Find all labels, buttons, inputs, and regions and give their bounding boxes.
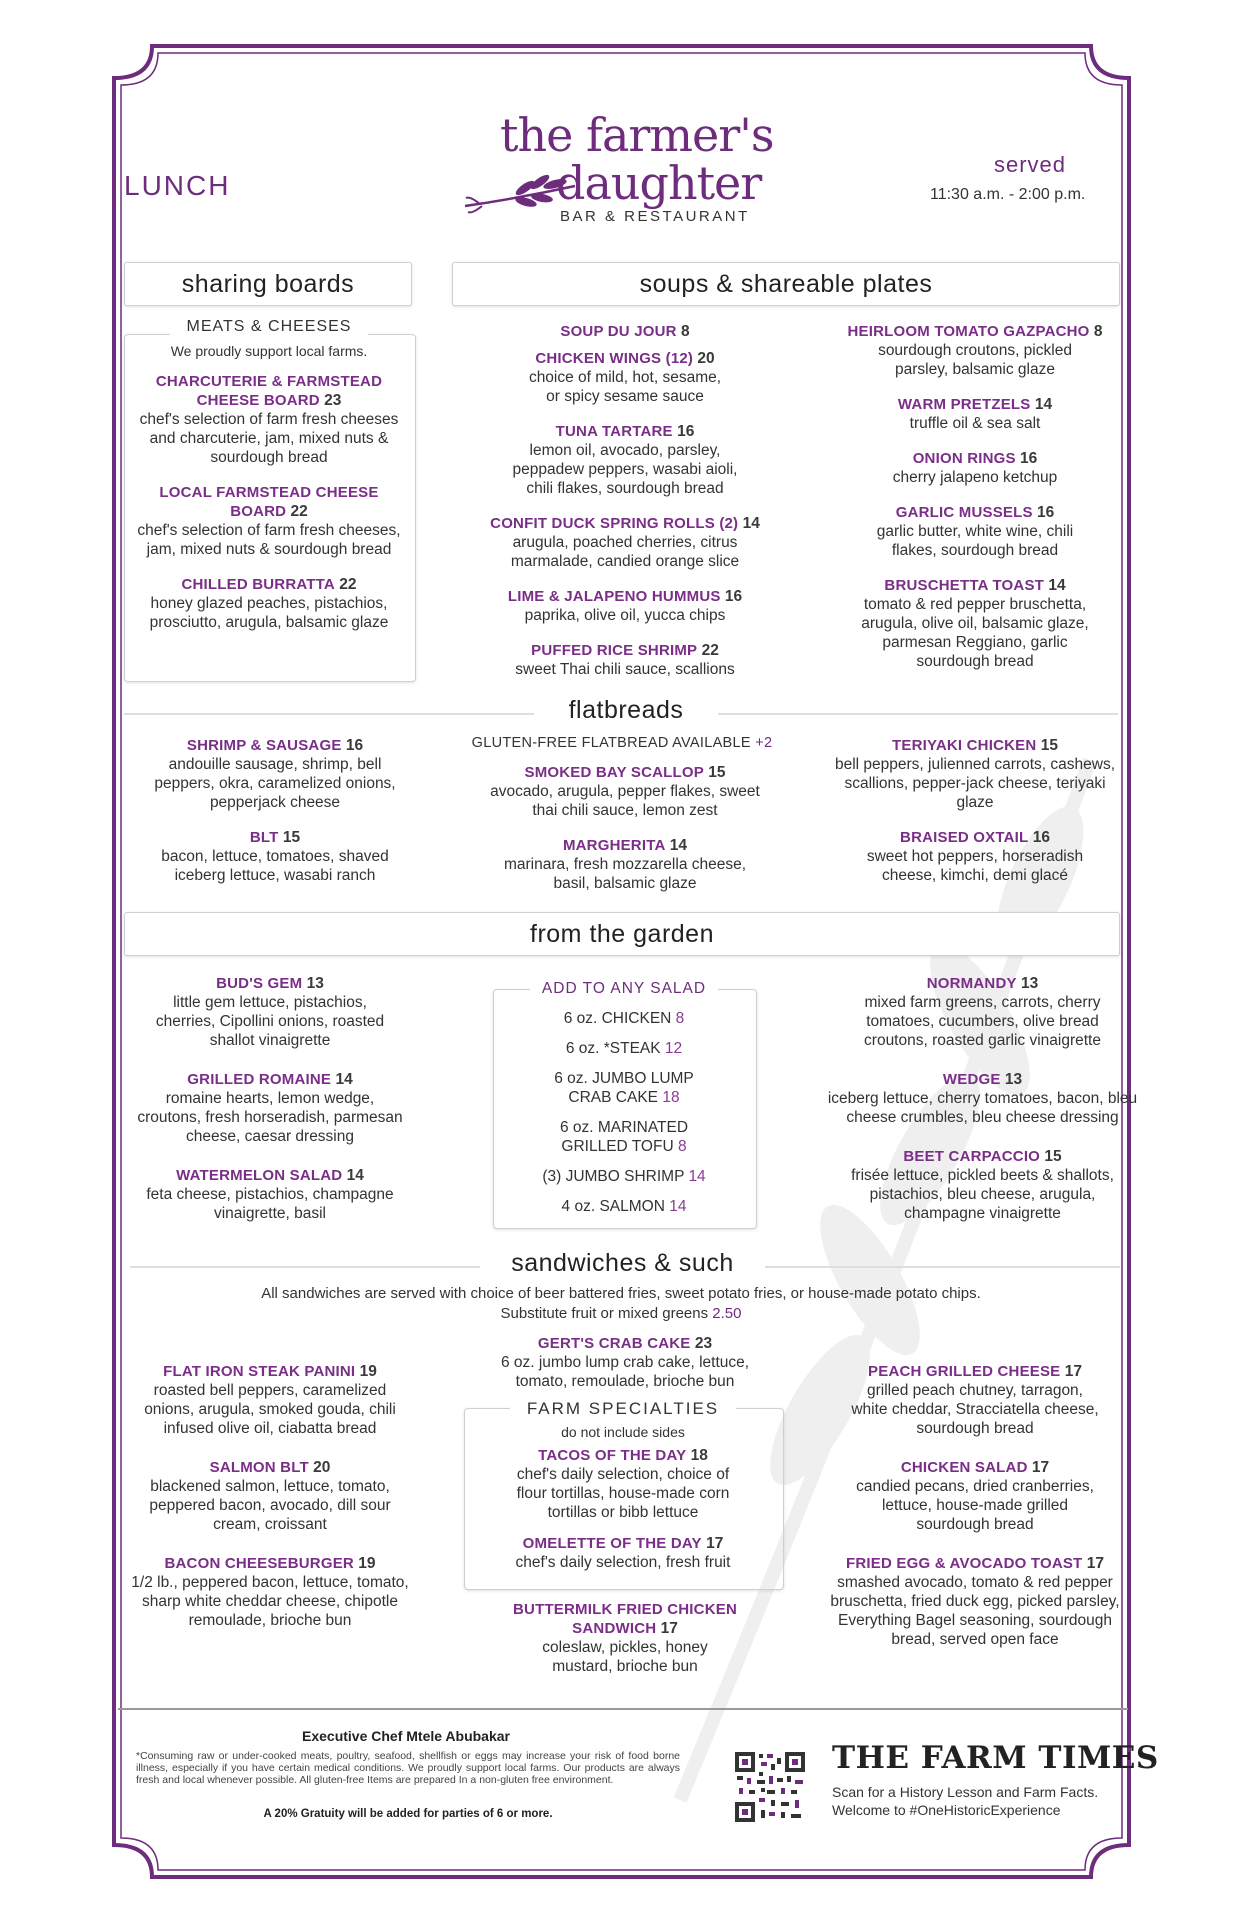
item-name: ONION RINGS bbox=[912, 450, 1016, 467]
item-description: sourdough croutons, pickled parsley, balsamic glaze bbox=[878, 342, 1072, 378]
farm-times-line-2: Welcome to #OneHistoricExperience bbox=[832, 1802, 1061, 1818]
farm-specialties-title: FARM SPECIALTIES bbox=[510, 1399, 736, 1419]
item-price: 16 bbox=[1020, 450, 1038, 467]
item-description: truffle oil & sea salt bbox=[909, 415, 1041, 432]
item-name: BUTTERMILK FRIED CHICKEN SANDWICH bbox=[513, 1601, 737, 1637]
flatbreads-rule-left bbox=[124, 713, 534, 715]
sandwiches-middle-top bbox=[470, 1334, 780, 1407]
menu-item bbox=[134, 483, 404, 559]
item-price: 17 bbox=[1064, 1363, 1082, 1380]
logo-line-1: the farmer's bbox=[500, 108, 774, 162]
menu-item bbox=[825, 1362, 1125, 1438]
menu-item bbox=[130, 736, 420, 812]
item-description: bell peppers, julienned carrots, cashews, scallions, pepper-jack cheese, teriyaki glaze bbox=[834, 756, 1115, 811]
menu-item bbox=[470, 322, 780, 341]
item-name: SMOKED BAY SCALLOP bbox=[524, 764, 704, 781]
item-name: OMELETTE OF THE DAY bbox=[522, 1535, 702, 1552]
item-name: BRAISED OXTAIL bbox=[900, 829, 1029, 846]
item-name: WARM PRETZELS bbox=[897, 396, 1031, 413]
footer-divider bbox=[118, 1708, 1128, 1710]
item-price: 17 bbox=[1086, 1555, 1104, 1572]
addon-item: 6 oz. MARINATED GRILLED TOFU 8 bbox=[559, 1119, 689, 1155]
menu-item bbox=[825, 736, 1125, 812]
addon-item: 4 oz. SALMON 14 bbox=[561, 1198, 687, 1215]
gratuity-note: A 20% Gratuity will be added for parties of 6 or more. bbox=[263, 1808, 553, 1820]
flatbreads-right-column bbox=[825, 736, 1125, 901]
menu-item bbox=[825, 322, 1125, 379]
item-description: little gem lettuce, pistachios, cherries, Cipollini onions, roasted shallot vinaigrette bbox=[155, 994, 385, 1049]
sandwiches-right-column bbox=[825, 1362, 1125, 1665]
item-price: 20 bbox=[313, 1459, 331, 1476]
item-description: mixed farm greens, carrots, cherry tomatoes, cucumbers, olive bread croutons, roasted garlic vinaigrette bbox=[864, 994, 1101, 1049]
item-price: 15 bbox=[708, 764, 726, 781]
item-price: 14 bbox=[742, 515, 760, 532]
item-price: 8 bbox=[675, 1010, 685, 1027]
item-description: iceberg lettuce, cherry tomatoes, bacon, bleu cheese crumbles, bleu cheese dressing bbox=[827, 1090, 1138, 1126]
garden-right-column bbox=[805, 974, 1160, 1239]
sharing-boards-title: sharing boards bbox=[124, 262, 412, 306]
item-price: 15 bbox=[282, 829, 301, 846]
item-name: LOCAL FARMSTEAD CHEESE BOARD bbox=[159, 484, 379, 520]
menu-item bbox=[805, 1070, 1160, 1127]
item-name: LIME & JALAPENO HUMMUS bbox=[507, 588, 721, 605]
flatbreads-title: flatbreads bbox=[568, 696, 684, 724]
item-name: MARGHERITA bbox=[562, 837, 666, 854]
sides-note: All sandwiches are served with choice of beer battered fries, sweet potato fries, or house-made potato chips. bbox=[261, 1285, 981, 1302]
item-price: 15 bbox=[1040, 737, 1058, 754]
soups-left-column bbox=[470, 322, 780, 695]
menu-item bbox=[125, 974, 415, 1050]
menu-item bbox=[470, 349, 780, 406]
addon-item: 6 oz. JUMBO LUMP CRAB CAKE 18 bbox=[554, 1070, 694, 1106]
item-description: arugula, poached cherries, citrus marmalade, candied orange slice bbox=[510, 534, 740, 570]
menu-item bbox=[470, 641, 780, 679]
served-hours: 11:30 a.m. - 2:00 p.m. bbox=[930, 186, 1086, 203]
item-price: 15 bbox=[1044, 1148, 1062, 1165]
farm-specialties-list bbox=[474, 1446, 772, 1588]
item-price: 13 bbox=[1021, 975, 1039, 992]
item-price: 14 bbox=[688, 1168, 706, 1185]
item-name: WEDGE bbox=[942, 1071, 1001, 1088]
item-name: BUD'S GEM bbox=[216, 975, 303, 992]
item-price: 13 bbox=[1004, 1071, 1023, 1088]
item-name: SOUP DU JOUR bbox=[560, 323, 677, 340]
item-price: 14 bbox=[669, 837, 688, 854]
menu-item bbox=[134, 372, 404, 467]
item-description: chef's daily selection, choice of flour tortillas, house-made corn tortillas or bibb lettuce bbox=[516, 1466, 730, 1521]
item-description: tomato & red pepper bruschetta, arugula, olive oil, balsamic glaze, parmesan Reggiano, garlic sourdough bread bbox=[861, 596, 1089, 670]
addon-item: 6 oz. CHICKEN 8 bbox=[563, 1010, 685, 1027]
served-label: served bbox=[993, 152, 1067, 177]
item-price: 20 bbox=[697, 350, 715, 367]
logo-line-2: daughter bbox=[556, 156, 762, 210]
addon-item: (3) JUMBO SHRIMP 14 bbox=[542, 1168, 706, 1185]
item-description: romaine hearts, lemon wedge, croutons, fresh horseradish, parmesan cheese, caesar dressing bbox=[137, 1090, 403, 1145]
item-description: grilled peach chutney, tarragon, white cheddar, Stracciatella cheese, sourdough bread bbox=[851, 1382, 1099, 1437]
item-description: feta cheese, pistachios, champagne vinaigrette, basil bbox=[146, 1186, 394, 1222]
item-price: 22 bbox=[290, 503, 308, 520]
menu-item bbox=[470, 763, 780, 820]
item-name: FLAT IRON STEAK PANINI bbox=[163, 1363, 356, 1380]
logo bbox=[440, 108, 800, 228]
gluten-free-note: GLUTEN-FREE FLATBREAD AVAILABLE +2 bbox=[471, 735, 773, 751]
menu-item bbox=[805, 1147, 1160, 1223]
local-farms-note: We proudly support local farms. bbox=[170, 343, 368, 359]
item-name: GRILLED ROMAINE bbox=[187, 1071, 332, 1088]
menu-item bbox=[125, 1362, 415, 1438]
addon-item: 6 oz. *STEAK 12 bbox=[565, 1040, 683, 1057]
item-description: cherry jalapeno ketchup bbox=[892, 469, 1058, 486]
item-price: 23 bbox=[324, 392, 342, 409]
item-price: 8 bbox=[1093, 323, 1103, 340]
menu-item bbox=[470, 836, 780, 893]
meats-cheeses-title: MEATS & CHEESES bbox=[170, 318, 368, 336]
garden-title: from the garden bbox=[124, 912, 1120, 956]
item-name: BEET CARPACCIO bbox=[903, 1148, 1041, 1165]
item-price: 22 bbox=[701, 642, 719, 659]
item-description: chef's selection of farm fresh cheeses and charcuterie, jam, mixed nuts & sourdough bread bbox=[139, 411, 399, 466]
item-price: 17 bbox=[660, 1620, 678, 1637]
menu-item bbox=[825, 449, 1125, 487]
item-name: GARLIC MUSSELS bbox=[895, 504, 1033, 521]
item-name: WATERMELON SALAD bbox=[176, 1167, 343, 1184]
item-price: 22 bbox=[339, 576, 357, 593]
item-description: garlic butter, white wine, chili flakes, sourdough bread bbox=[876, 523, 1074, 559]
sandwiches-rule-left bbox=[130, 1266, 480, 1268]
item-description: 1/2 lb., peppered bacon, lettuce, tomato, sharp white cheddar cheese, chipotle remoulade, brioche bun bbox=[131, 1574, 409, 1629]
item-price: 14 bbox=[335, 1071, 353, 1088]
menu-item bbox=[130, 828, 420, 885]
item-description: marinara, fresh mozzarella cheese, basil, balsamic glaze bbox=[503, 856, 747, 892]
soups-title: soups & shareable plates bbox=[452, 262, 1120, 306]
meal-title: LUNCH bbox=[124, 170, 231, 201]
item-name: TERIYAKI CHICKEN bbox=[892, 737, 1037, 754]
item-name: BACON CHEESEBURGER bbox=[164, 1555, 354, 1572]
item-description: lemon oil, avocado, parsley, peppadew peppers, wasabi aioli, chili flakes, sourdough bread bbox=[512, 442, 738, 497]
menu-item bbox=[825, 395, 1125, 433]
logo-subtitle: BAR & RESTAURANT bbox=[560, 208, 750, 225]
item-price: 17 bbox=[1031, 1459, 1050, 1476]
sandwiches-middle-bottom bbox=[470, 1600, 780, 1692]
item-name: CONFIT DUCK SPRING ROLLS (2) bbox=[490, 515, 739, 532]
item-price: 8 bbox=[677, 1138, 687, 1155]
item-description: blackened salmon, lettuce, tomato, peppered bacon, avocado, dill sour cream, croissant bbox=[149, 1478, 391, 1533]
item-price: 8 bbox=[681, 323, 690, 340]
sandwiches-rule-right bbox=[765, 1266, 1120, 1268]
item-price: 18 bbox=[690, 1447, 708, 1464]
menu-item bbox=[825, 1458, 1125, 1534]
item-name: GERT'S CRAB CAKE bbox=[537, 1335, 691, 1352]
menu-item bbox=[474, 1446, 772, 1522]
item-name: PUFFED RICE SHRIMP bbox=[531, 642, 698, 659]
item-description: coleslaw, pickles, honey mustard, brioche bun bbox=[542, 1639, 708, 1675]
menu-item bbox=[825, 1554, 1125, 1649]
menu-item bbox=[470, 1600, 780, 1676]
item-price: 16 bbox=[677, 423, 695, 440]
menu-item bbox=[134, 575, 404, 632]
menu-item bbox=[470, 587, 780, 625]
item-price: 16 bbox=[1032, 829, 1050, 846]
farm-specialties-note: do not include sides bbox=[561, 1424, 685, 1440]
item-price: 23 bbox=[694, 1335, 713, 1352]
menu-item bbox=[125, 1458, 415, 1534]
add-to-salad-title: ADD TO ANY SALAD bbox=[530, 980, 718, 998]
item-description: frisée lettuce, pickled beets & shallots, pistachios, bleu cheese, arugula, champagne vinaigrette bbox=[851, 1167, 1114, 1222]
sandwiches-left-column bbox=[125, 1362, 415, 1646]
menu-item bbox=[125, 1554, 415, 1630]
add-to-salad-list bbox=[513, 1009, 735, 1227]
item-name: BRUSCHETTA TOAST bbox=[884, 577, 1045, 594]
item-name: BLT bbox=[249, 829, 279, 846]
item-price: 18 bbox=[662, 1089, 680, 1106]
item-price: 17 bbox=[706, 1535, 724, 1552]
item-name: TUNA TARTARE bbox=[555, 423, 673, 440]
menu-item bbox=[125, 1070, 415, 1146]
item-description: sweet hot peppers, horseradish cheese, kimchi, demi glacé bbox=[866, 848, 1084, 884]
sandwiches-title: sandwiches & such bbox=[511, 1249, 734, 1277]
flatbreads-middle-column bbox=[470, 763, 780, 909]
menu-item bbox=[470, 422, 780, 498]
menu-item bbox=[825, 503, 1125, 560]
item-description: chef's daily selection, fresh fruit bbox=[515, 1554, 731, 1571]
soups-right-column bbox=[825, 322, 1125, 687]
item-name: CHICKEN WINGS (12) bbox=[535, 350, 694, 367]
item-price: 14 bbox=[1048, 577, 1066, 594]
farm-times-title: THE FARM TIMES bbox=[832, 1740, 1159, 1776]
executive-chef: Executive Chef Mtele Abubakar bbox=[302, 1728, 510, 1744]
sharing-items bbox=[134, 372, 404, 648]
item-name: CHARCUTERIE & FARMSTEAD CHEESE BOARD bbox=[155, 373, 383, 409]
flatbreads-left-column bbox=[130, 736, 420, 901]
item-name: FRIED EGG & AVOCADO TOAST bbox=[846, 1555, 1083, 1572]
item-price: 16 bbox=[345, 737, 364, 754]
item-name: HEIRLOOM TOMATO GAZPACHO bbox=[847, 323, 1090, 340]
item-price: 14 bbox=[1034, 396, 1053, 413]
item-name: NORMANDY bbox=[926, 975, 1017, 992]
item-description: avocado, arugula, pepper flakes, sweet thai chili sauce, lemon zest bbox=[490, 783, 760, 819]
menu-item bbox=[474, 1534, 772, 1572]
item-name: SALMON BLT bbox=[209, 1459, 309, 1476]
item-price: 13 bbox=[306, 975, 324, 992]
item-description: smashed avocado, tomato & red pepper bruschetta, fried duck egg, picked parsley, Everything Bagel seasoning, sourdough bread, served open face bbox=[830, 1574, 1120, 1648]
menu-item bbox=[470, 1334, 780, 1391]
item-price: 12 bbox=[664, 1040, 683, 1057]
item-description: roasted bell peppers, caramelized onions, arugula, smoked gouda, chili infused olive oil, ciabatta bread bbox=[144, 1382, 396, 1437]
item-description: paprika, olive oil, yucca chips bbox=[524, 607, 726, 624]
flatbreads-rule-right bbox=[718, 713, 1118, 715]
item-description: 6 oz. jumbo lump crab cake, lettuce, tomato, remoulade, brioche bun bbox=[500, 1354, 750, 1390]
menu-item bbox=[825, 576, 1125, 671]
item-price: 16 bbox=[1037, 504, 1055, 521]
menu-item bbox=[825, 828, 1125, 885]
farm-times-line-1: Scan for a History Lesson and Farm Facts. bbox=[832, 1784, 1099, 1800]
garden-left-column bbox=[125, 974, 415, 1239]
item-name: CHILLED BURRATTA bbox=[181, 576, 335, 593]
qr-code-icon[interactable] bbox=[735, 1752, 805, 1822]
item-price: 19 bbox=[358, 1555, 376, 1572]
item-price: 14 bbox=[669, 1198, 687, 1215]
item-name: CHICKEN SALAD bbox=[900, 1459, 1028, 1476]
item-description: chef's selection of farm fresh cheeses, jam, mixed nuts & sourdough bread bbox=[137, 522, 401, 558]
legal-disclaimer: *Consuming raw or under-cooked meats, poultry, seafood, shellfish or eggs may increase your risk of food borne illness, especially if you have certain medical conditions. We proudly support local farms. Our products are always fresh and local whenever possible. All gluten-free Items are prepared In a non-gluten free environment. bbox=[136, 1750, 680, 1786]
item-price: 19 bbox=[359, 1363, 377, 1380]
menu-item bbox=[125, 1166, 415, 1223]
item-description: andouille sausage, shrimp, bell peppers, okra, caramelized onions, pepperjack cheese bbox=[154, 756, 396, 811]
item-description: sweet Thai chili sauce, scallions bbox=[515, 661, 735, 678]
item-price: 16 bbox=[724, 588, 743, 605]
item-name: PEACH GRILLED CHEESE bbox=[868, 1363, 1061, 1380]
menu-item bbox=[805, 974, 1160, 1050]
substitute-note: Substitute fruit or mixed greens 2.50 bbox=[500, 1305, 742, 1322]
item-description: choice of mild, hot, sesame, or spicy sesame sauce bbox=[528, 369, 722, 405]
item-name: TACOS OF THE DAY bbox=[538, 1447, 687, 1464]
item-description: bacon, lettuce, tomatoes, shaved iceberg lettuce, wasabi ranch bbox=[161, 848, 389, 884]
item-name: SHRIMP & SAUSAGE bbox=[186, 737, 342, 754]
menu-item bbox=[470, 514, 780, 571]
item-description: candied pecans, dried cranberries, lettuce, house-made grilled sourdough bread bbox=[856, 1478, 1094, 1533]
item-price: 14 bbox=[346, 1167, 364, 1184]
item-description: honey glazed peaches, pistachios, prosciutto, arugula, balsamic glaze bbox=[149, 595, 389, 631]
